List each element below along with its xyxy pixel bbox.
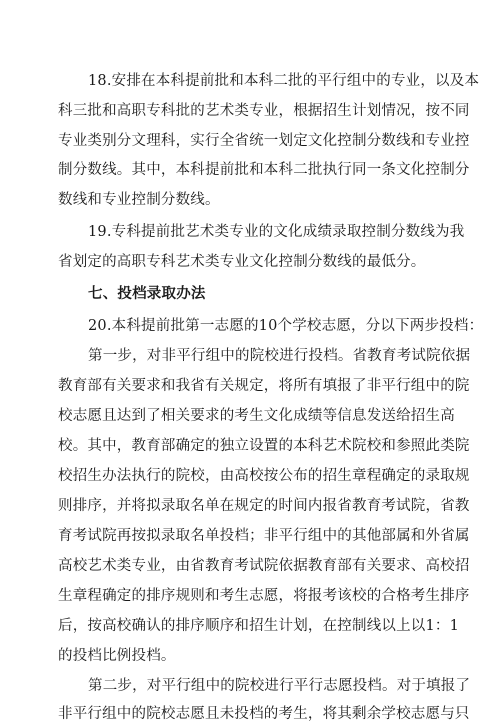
- paragraph-18-line-3: 专业类别分文理科，实行全省统一划定文化控制分数线和专业控: [58, 133, 470, 149]
- paragraph-18-line-1: 18.安排在本科提前批和本科二批的平行组中的专业，以及本: [88, 73, 480, 89]
- step1-line-9: 生章程确定的排序规则和考生志愿，将报考该校的合格考生排序: [58, 588, 470, 604]
- paragraph-20-intro: 20.本科提前批第一志愿的10个学校志愿，分以下两步投档：: [88, 318, 484, 334]
- step1-line-1: 第一步，对非平行组中的院校进行投档。省教育考试院依据: [88, 348, 471, 364]
- section-heading: 七、投档录取办法: [88, 286, 206, 302]
- paragraph-18-line-5: 数线和专业控制分数线。: [58, 192, 220, 208]
- paragraph-18-line-4: 制分数线。其中，本科提前批和本科二批执行同一条文化控制分: [58, 162, 470, 178]
- step1-line-3: 校志愿且达到了相关要求的考生文化成绩等信息发送给招生高: [58, 408, 455, 424]
- step1-line-8: 高校艺术类专业，由省教育考试院依据教育部有关要求、高校招: [58, 558, 470, 574]
- paragraph-19-line-1: 19.专科提前批艺术类专业的文化成绩录取控制分数线为我: [88, 224, 465, 240]
- step1-line-7: 育考试院再按拟录取名单投档；非平行组中的其他部属和外省属: [58, 528, 470, 544]
- step2-line-2: 非平行组中的院校志愿且未投档的考生，将其剩余学校志愿与只: [58, 706, 470, 722]
- step1-line-10: 后，按高校确认的排序顺序和招生计划，在控制线以上以1：1: [58, 618, 460, 634]
- paragraph-19-line-2: 省划定的高职专科艺术类专业文化控制分数线的最低分。: [58, 254, 426, 270]
- step1-line-11: 的投档比例投档。: [58, 648, 176, 664]
- step2-line-1: 第二步，对平行组中的院校进行平行志愿投档。对于填报了: [88, 678, 471, 694]
- paragraph-18-line-2: 科三批和高职专科批的艺术类专业，根据招生计划情况，按不同: [58, 103, 470, 119]
- step1-line-6: 则排序，并将拟录取名单在规定的时间内报省教育考试院，省教: [58, 498, 470, 514]
- step1-line-4: 校。其中，教育部确定的独立设置的本科艺术院校和参照此类院: [58, 438, 470, 454]
- step1-line-5: 校招生办法执行的院校，由高校按公布的招生章程确定的录取规: [58, 468, 470, 484]
- step1-line-2: 教育部有关要求和我省有关规定，将所有填报了非平行组中的院: [58, 378, 470, 394]
